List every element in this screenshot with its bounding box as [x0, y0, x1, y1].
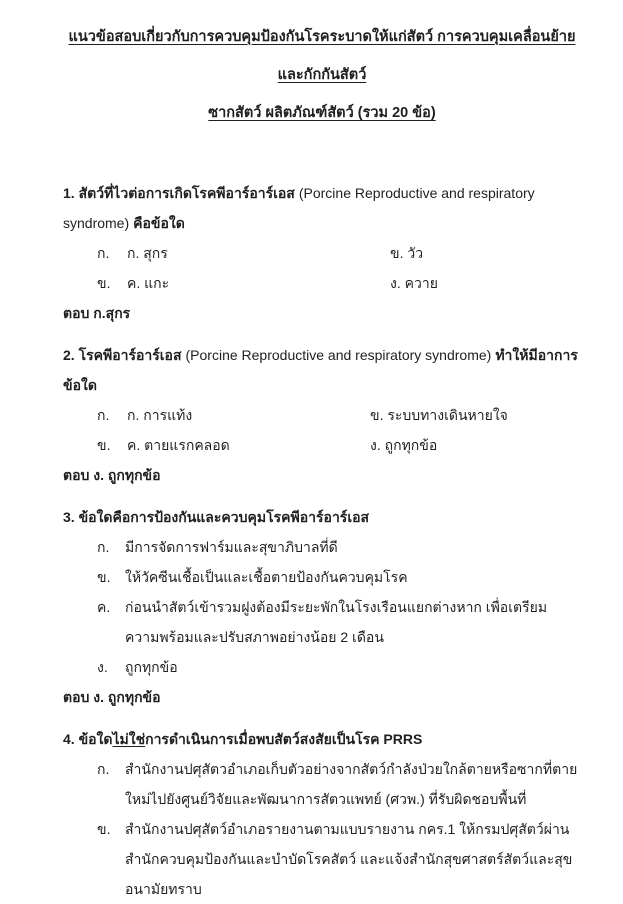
question-2-answer: ตอบ ง. ถูกทุกข้อ [63, 467, 161, 483]
question-2-text-tail: ทำให้มีอาการข้อใด [63, 347, 578, 393]
option-d: ง. ควาย [390, 275, 438, 291]
option-letter: ข. [97, 569, 111, 585]
question-3-option-b [63, 562, 581, 592]
question-3-answer: ตอบ ง. ถูกทุกข้อ [63, 689, 161, 705]
title-line-2: ซากสัตว์ ผลิตภัณฑ์สัตว์ (รวม 20 ข้อ) [208, 105, 436, 121]
option-c [63, 430, 370, 460]
question-2-option-row-1 [63, 400, 581, 430]
question-2-option-row-2 [63, 430, 581, 460]
question-1 [63, 178, 581, 328]
option-letter: ง. [97, 659, 108, 675]
question-3 [63, 502, 581, 712]
option-b: ข. วัว [390, 245, 424, 261]
question-4-negation-underlined: ไม่ใช่ [112, 731, 146, 747]
option-letter: ก. [97, 761, 110, 777]
option-letter: ก. [97, 407, 110, 423]
option-b: ข. ระบบทางเดินหายใจ [370, 407, 508, 423]
question-3-option-d [63, 652, 581, 682]
question-1-answer: ตอบ ก.สุกร [63, 305, 131, 321]
question-4-option-b [63, 814, 581, 904]
question-1-header [63, 178, 581, 238]
question-3-option-a [63, 532, 581, 562]
option-text: ค. แกะ [127, 275, 170, 291]
question-3-header: 3. ข้อใดคือการป้องกันและควบคุมโรคพีอาร์อาร์เอส [63, 509, 370, 525]
option-text: ก. การแท้ง [127, 407, 193, 423]
question-1-option-row-1 [63, 238, 581, 268]
question-4-option-a [63, 754, 581, 814]
question-1-option-row-2 [63, 268, 581, 298]
question-2 [63, 340, 581, 490]
question-2-header [63, 340, 581, 400]
document-title [63, 12, 581, 132]
option-text: สำนักงานปศุสัตว์อำเภอรายงานตามแบบรายงาน กคร.1 ให้กรมปศุสัตว์ผ่านสำนักควบคุมป้องกันและบำบัดโรคสัตว์ และแจ้งสำนักสุขศาสตร์สัตว์และสุขอนามัยทราบ [125, 821, 573, 897]
option-letter: ข. [97, 437, 111, 453]
question-1-text-tail: คือข้อใด [133, 215, 185, 231]
question-4-text-post: การดำเนินการเมื่อพบสัตว์สงสัยเป็นโรค PRRS [145, 731, 423, 747]
question-4 [63, 724, 581, 904]
question-3-option-c [63, 592, 581, 652]
title-line-1: แนวข้อสอบเกี่ยวกับการควบคุมป้องกันโรคระบาดให้แก่สัตว์ การควบคุมเคลื่อนย้ายและกักกันสัตว์ [68, 29, 576, 83]
option-text: ถูกทุกข้อ [125, 659, 178, 675]
option-letter: ข. [97, 821, 111, 837]
option-text: ค. ตายแรกคลอด [127, 437, 230, 453]
option-a [63, 400, 370, 430]
option-letter: ก. [97, 539, 110, 555]
option-text: ก. สุกร [127, 245, 168, 261]
option-text: ก่อนนำสัตว์เข้ารวมฝูงต้องมีระยะพักในโรงเรือนแยกต่างหาก เพื่อเตรียมความพร้อมและปรับสภาพอย่างน้อย 2 เดือน [125, 599, 548, 645]
option-text: มีการจัดการฟาร์มและสุขาภิบาลที่ดี [125, 539, 338, 555]
option-letter: ข. [97, 275, 111, 291]
question-2-text-thai: 2. โรคพีอาร์อาร์เอส [63, 347, 182, 363]
option-letter: ก. [97, 245, 110, 261]
question-4-text-pre: 4. ข้อใด [63, 731, 113, 747]
question-1-text-thai: 1. สัตว์ที่ไวต่อการเกิดโรคพีอาร์อาร์เอส [63, 185, 295, 201]
option-a [63, 238, 390, 268]
option-letter: ค. [97, 599, 111, 615]
option-text: สำนักงานปศุสัตวอำเภอเก็บตัวอย่างจากสัตว์กำลังป่วยใกล้ตายหรือซากที่ตายใหม่ไปยังศูนย์วิจัยและพัฒนาการสัตวแพทย์ (ศวพ.) ที่รับผิดชอบพื้นที่ [125, 761, 578, 807]
question-1-text-english: (Porcine Reproductive and respiratory syndrome) [63, 185, 535, 231]
option-c [63, 268, 390, 298]
option-d: ง. ถูกทุกข้อ [370, 437, 438, 453]
question-2-text-english: (Porcine Reproductive and respiratory syndrome) [185, 347, 492, 363]
question-4-header [63, 724, 581, 754]
option-text: ให้วัคซีนเชื้อเป็นและเชื้อตายป้องกันควบคุมโรค [125, 569, 408, 585]
